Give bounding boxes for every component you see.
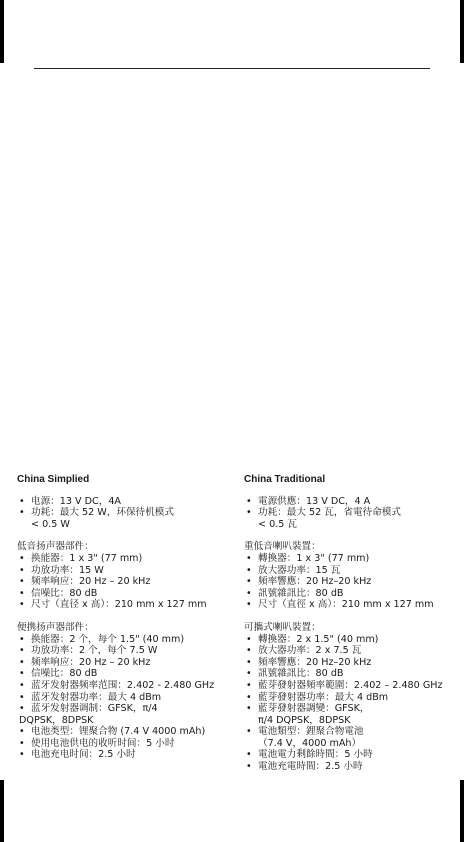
spec-item: • 訊號雜訊比：80 dB bbox=[244, 588, 459, 600]
spec-continuation: < 0.5 W bbox=[31, 518, 70, 530]
spec-item: • 頻率響應：20 Hz–20 kHz bbox=[244, 576, 459, 588]
spec-item: • 蓝牙发射器功率：最大 4 dBm bbox=[17, 692, 232, 704]
spec-item: • 轉換器：2 x 1.5" (40 mm) bbox=[244, 634, 459, 646]
spec-item: • 蓝牙发射器调制：GFSK，π/4 bbox=[17, 703, 232, 715]
spec-item: • 電池充電時間：2.5 小時 bbox=[244, 761, 459, 773]
spec-item: • 电池充电时间：2.5 小时 bbox=[17, 749, 232, 761]
crop-mark-bottom-right bbox=[460, 780, 464, 842]
portable-speaker-specs bbox=[244, 634, 459, 715]
spec-item: • 电池类型：锂聚合物 (7.4 V 4000 mAh) bbox=[17, 726, 232, 738]
spec-item: • 功放功率：2 个，每个 7.5 W bbox=[17, 645, 232, 657]
power-specs bbox=[17, 496, 232, 519]
spec-item: • 尺寸（直径 x 高）：210 mm x 127 mm bbox=[17, 599, 232, 611]
section-heading: China Simplied bbox=[17, 474, 90, 485]
spec-item: • 放大器功率：2 x 7.5 瓦 bbox=[244, 645, 459, 657]
spec-item: • 信噪比：80 dB bbox=[17, 668, 232, 680]
spec-continuation: DQPSK，8DPSK bbox=[19, 714, 94, 726]
spec-continuation: π/4 DQPSK，8DPSK bbox=[258, 714, 351, 726]
spec-item: • 訊號雜訊比：80 dB bbox=[244, 668, 459, 680]
spec-item: • 藍芽發射器調變：GFSK， bbox=[244, 703, 459, 715]
spec-item: • 轉換器：1 x 3" (77 mm) bbox=[244, 553, 459, 565]
section-heading: China Traditional bbox=[244, 474, 326, 485]
spec-continuation: < 0.5 瓦 bbox=[258, 518, 297, 530]
spec-item: • 電池電力剩餘時間：5 小時 bbox=[244, 749, 459, 761]
subwoofer-specs bbox=[17, 553, 232, 611]
spec-item: • 藍芽發射器頻率範圍：2.402 – 2.480 GHz bbox=[244, 680, 459, 692]
portable-speaker-heading: 可攜式喇叭裝置： bbox=[244, 621, 321, 633]
spec-item: • 頻率響應：20 Hz–20 kHz bbox=[244, 657, 459, 669]
subwoofer-heading: 低音扬声器部件： bbox=[17, 541, 94, 553]
spec-item: • 電池類型：鋰聚合物電池 bbox=[244, 726, 459, 738]
spec-item: • 尺寸（直徑 x 高）：210 mm x 127 mm bbox=[244, 599, 459, 611]
spec-item: • 蓝牙发射器频率范围：2.402 - 2.480 GHz bbox=[17, 680, 232, 692]
crop-mark-bottom-left bbox=[0, 780, 4, 842]
spec-item: • 换能器：1 x 3" (77 mm) bbox=[17, 553, 232, 565]
subwoofer-heading: 重低音喇叭裝置： bbox=[244, 541, 321, 553]
spec-item: • 功耗：最大 52 W，环保待机模式 bbox=[17, 507, 232, 519]
crop-mark-top-left bbox=[0, 0, 4, 63]
spec-item: • 電源供應：13 V DC，4 A bbox=[244, 496, 459, 508]
spec-item: • 换能器：2 个，每个 1.5" (40 mm) bbox=[17, 634, 232, 646]
portable-speaker-specs bbox=[17, 634, 232, 715]
spec-item: • 频率响应：20 Hz – 20 kHz bbox=[17, 576, 232, 588]
spec-item: • 信噪比：80 dB bbox=[17, 588, 232, 600]
spec-item: • 放大器功率：15 瓦 bbox=[244, 565, 459, 577]
portable-speaker-heading: 便携扬声器部件： bbox=[17, 621, 94, 633]
spec-item: • 频率响应：20 Hz – 20 kHz bbox=[17, 657, 232, 669]
header-rule bbox=[34, 68, 430, 69]
spec-continuation: （7.4 V，4000 mAh） bbox=[258, 737, 362, 749]
subwoofer-specs bbox=[244, 553, 459, 611]
spec-item: • 功放功率：15 W bbox=[17, 565, 232, 577]
power-specs bbox=[244, 496, 459, 519]
spec-item: • 功耗：最大 52 瓦，省電待命模式 bbox=[244, 507, 459, 519]
china-traditional-section bbox=[244, 474, 459, 773]
spec-item: • 藍芽發射器功率：最大 4 dBm bbox=[244, 692, 459, 704]
spec-item: • 使用电池供电的收听时间：5 小时 bbox=[17, 738, 232, 750]
spec-item: • 电源：13 V DC，4A bbox=[17, 496, 232, 508]
china-simplified-section bbox=[17, 474, 232, 761]
crop-mark-top-right bbox=[460, 0, 464, 63]
